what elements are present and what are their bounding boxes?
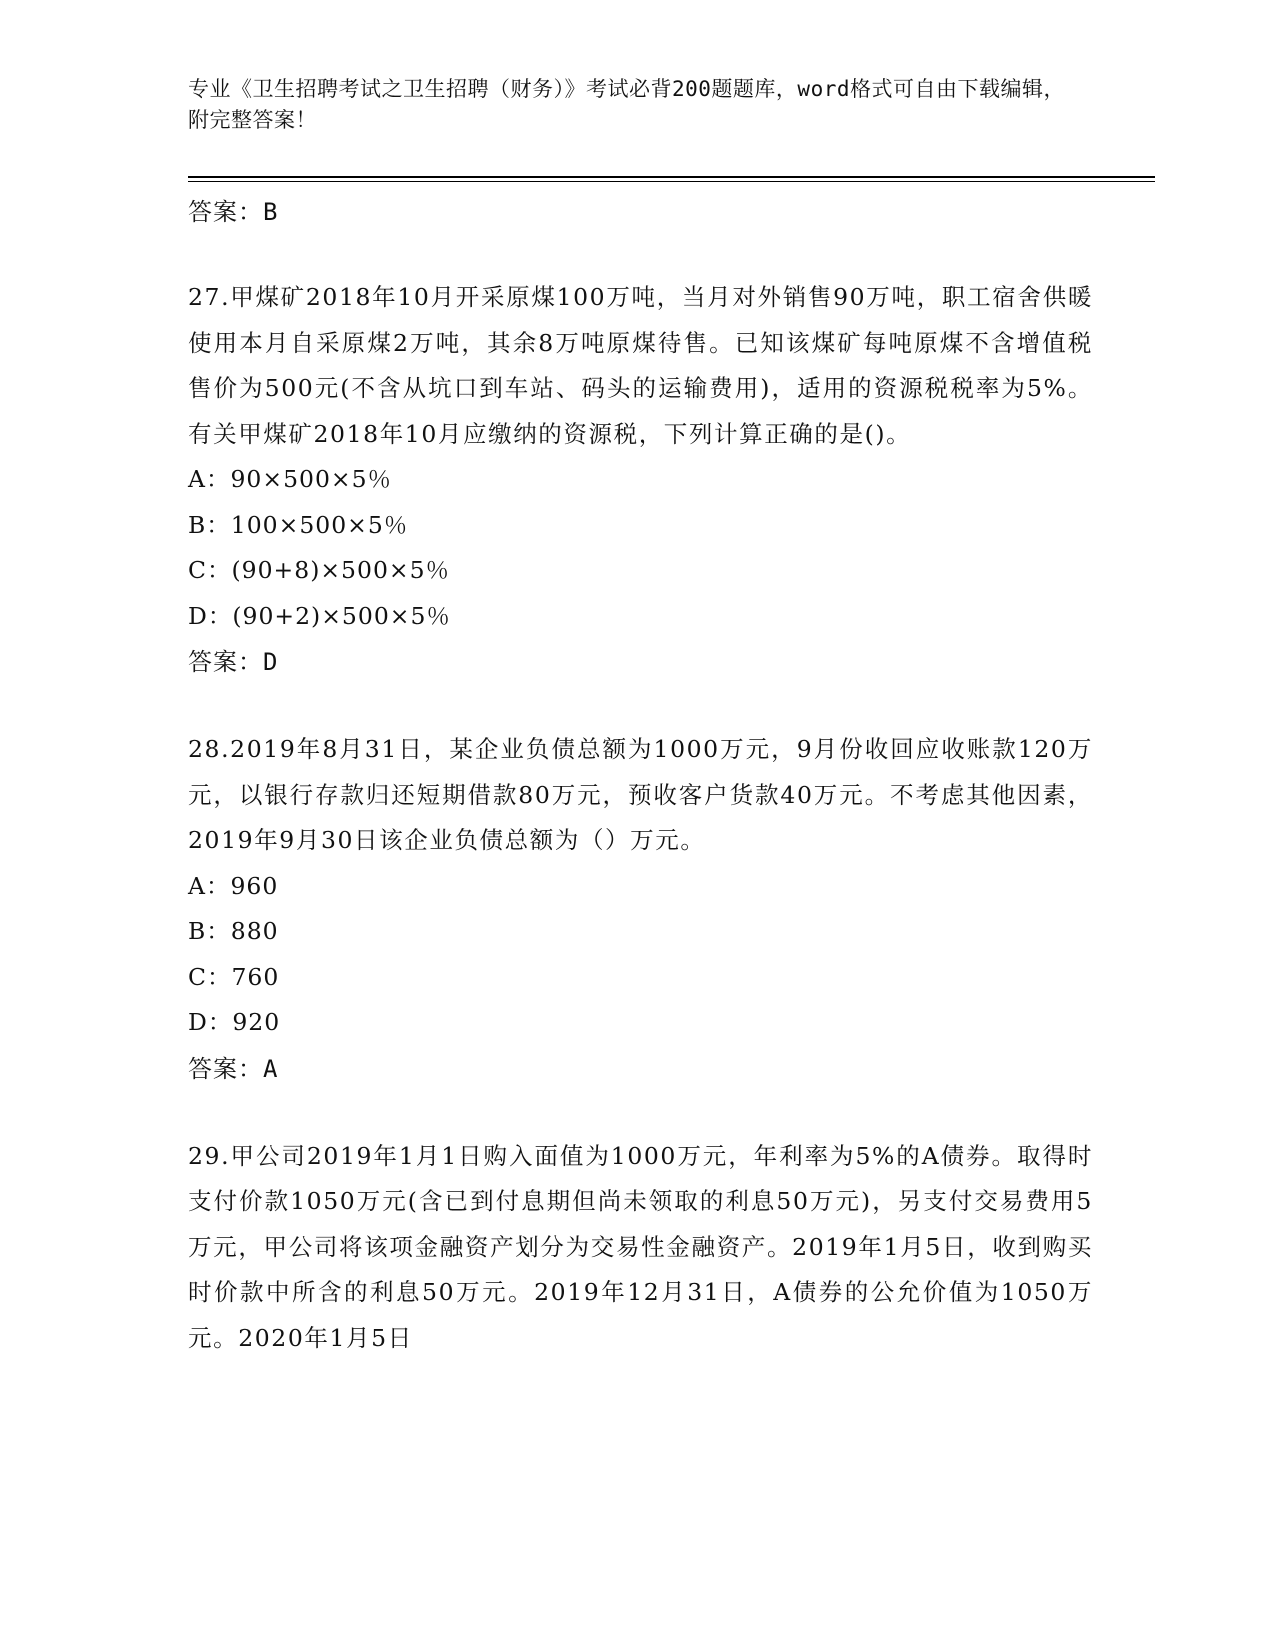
question-29-text: 29.甲公司2019年1月1日购入面值为1000万元，年利率为5%的A债券。取得时支付价款1050万元(含已到付息期但尚未领取的利息50万元)，另支付交易费用5万元，甲公司将该项金融资产划分为交易性金融资产。2019年1月5日，收到购买时价款中所含的利息50万元。2019年12月31日，A债券的公允价值为1050万元。2020年1月5日 [188, 1141, 1093, 1352]
question-28-option-c: C：760 [188, 962, 280, 991]
header-divider-thick [188, 176, 1155, 178]
question-28-answer: 答案：A [188, 1054, 279, 1083]
question-27-text: 27.甲煤矿2018年10月开采原煤100万吨，当月对外销售90万吨，职工宿舍供暖使用本月自采原煤2万吨，其余8万吨原煤待售。已知该煤矿每吨原煤不含增值税售价为500元(不含从坑口到车站、码头的运输费用)，适用的资源税税率为5%。有关甲煤矿2018年10月应缴纳的资源税，下列计算正确的是()。 [188, 283, 1093, 448]
document-header: 专业《卫生招聘考试之卫生招聘（财务）》考试必背200题题库，word格式可自由下载编辑，附完整答案！ [188, 77, 1065, 132]
question-27-answer: 答案：D [188, 648, 279, 676]
question-28 [188, 727, 1093, 1092]
question-29 [188, 1134, 1093, 1362]
question-28-option-a: A：960 [188, 871, 279, 900]
question-27 [188, 275, 1093, 685]
question-27-option-b: B：100×500×5％ [188, 510, 409, 539]
question-27-option-a: A：90×500×5％ [188, 465, 393, 493]
question-28-text: 28.2019年8月31日，某企业负债总额为1000万元，9月份收回应收账款120万元，以银行存款归还短期借款80万元，预收客户货款40万元。不考虑其他因素，2019年9月30日该企业负债总额为（）万元。 [188, 735, 1093, 854]
previous-answer: 答案：B [188, 198, 279, 226]
header-divider-thin [188, 181, 1155, 182]
question-27-option-d: D：(90+2)×500×5％ [188, 601, 451, 630]
question-28-option-b: B：880 [188, 917, 279, 945]
question-28-option-d: D：920 [188, 1008, 281, 1036]
question-27-option-c: C：(90+8)×500×5％ [188, 556, 451, 584]
question-list [188, 189, 1093, 1361]
